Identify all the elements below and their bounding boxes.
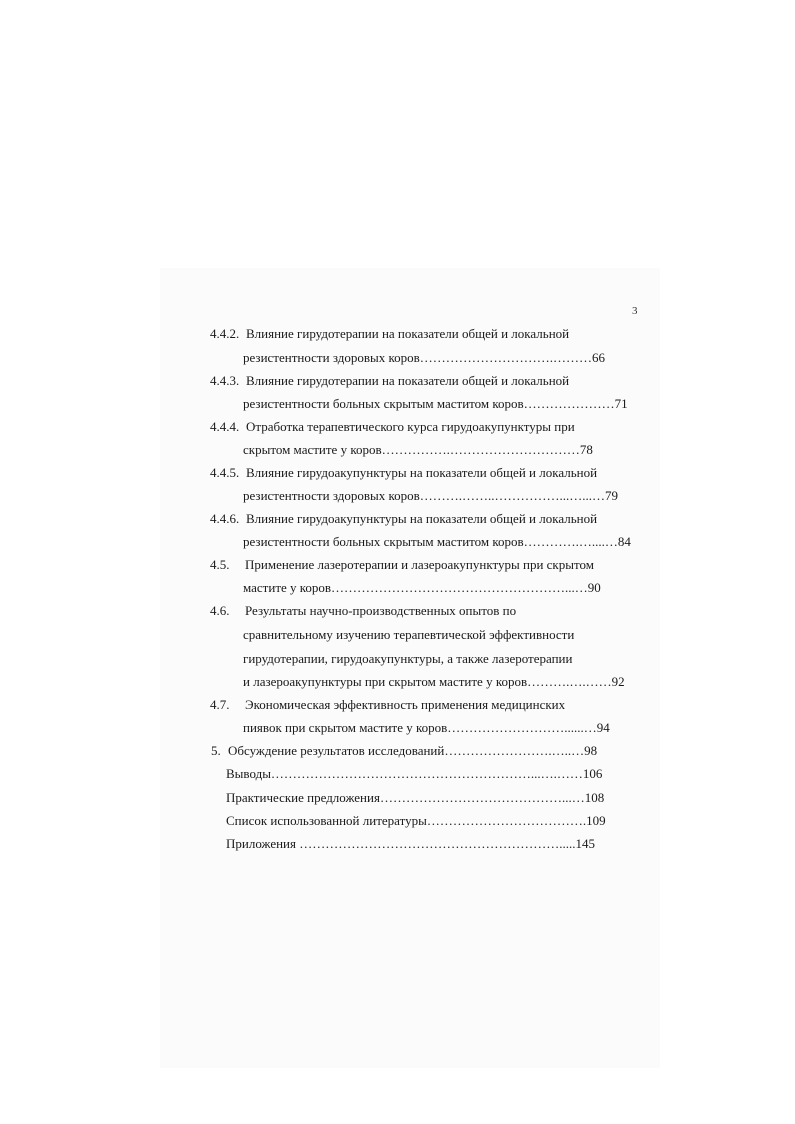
toc-entry-4-7-cont: пиявок при скрытом мастите у коров………………………......…94 xyxy=(243,720,610,735)
toc-entry-4-6-cont2: гирудотерапии, гирудоакупунктуры, а также лазеротерапии xyxy=(243,651,573,666)
toc-entry-4-4-3-cont: резистентности больных скрытым маститом коров…………………71 xyxy=(243,396,628,411)
toc-entry-number: 4.4.3. xyxy=(210,373,240,388)
toc-entry-number: 4.4.6. xyxy=(210,511,240,526)
toc-entry-number: 4.4.5. xyxy=(210,465,240,480)
toc-entry-vyvody: Выводы……………………………………………………...….……106 xyxy=(226,766,603,781)
page-number: 3 xyxy=(632,305,638,317)
toc-entry-number: 4.7. xyxy=(210,697,230,712)
toc-entry-title: Обсуждение результатов исследований…………………….…..…98 xyxy=(228,743,598,758)
toc-entry-4-4-6-cont: резистентности больных скрытым маститом коров………….…....…84 xyxy=(243,534,631,549)
toc-entry-number: 4.4.2. xyxy=(210,326,240,341)
toc-entry-4-6-cont3: и лазероакупунктуры при скрытом мастите у коров……….….……92 xyxy=(243,674,625,689)
toc-entry-title: Применение лазеротерапии и лазероакупунктуры при скрытом xyxy=(245,557,594,572)
toc-entry-appendices: Приложения …………………………………………………….....145 xyxy=(226,836,595,851)
toc-entry-title: Влияние гирудотерапии на показатели общей и локальной xyxy=(246,326,570,341)
toc-entry-4-6-cont1: сравнительному изучению терапевтической эффективности xyxy=(243,627,575,642)
toc-entry-4-5-cont: мастите у коров………………………………………………...…90 xyxy=(243,580,601,595)
toc-entry-title: Влияние гирудотерапии на показатели общей и локальной xyxy=(246,373,570,388)
toc-entry-number: 4.6. xyxy=(210,603,230,618)
toc-entry-practical-proposals: Практические предложения……………………………………...…108 xyxy=(226,790,605,805)
toc-entry-title: Влияние гирудоакупунктуры на показатели общей и локальной xyxy=(246,465,598,480)
toc-entry-number: 5. xyxy=(211,743,221,758)
toc-entry-4-4-5-cont: резистентности здоровых коров……….……..……………...…...…79 xyxy=(243,488,619,503)
toc-entry-title: Экономическая эффективность применения медицинских xyxy=(245,697,566,712)
toc-entry-4-4-2-cont: резистентности здоровых коров………………………….………66 xyxy=(243,350,606,365)
toc-entry-number: 4.4.4. xyxy=(210,419,240,434)
toc-entry-title: Отработка терапевтического курса гирудоакупунктуры при xyxy=(246,419,575,434)
toc-entry-4-4-4-cont: скрытом мастите у коров…………….…………………………78 xyxy=(243,442,593,457)
toc-entry-title: Влияние гирудоакупунктуры на показатели общей и локальной xyxy=(246,511,598,526)
toc-entry-references: Список использованной литературы……………………………….109 xyxy=(226,813,606,828)
toc-entry-number: 4.5. xyxy=(210,557,230,572)
toc-entry-title: Результаты научно-производственных опытов по xyxy=(245,603,517,618)
